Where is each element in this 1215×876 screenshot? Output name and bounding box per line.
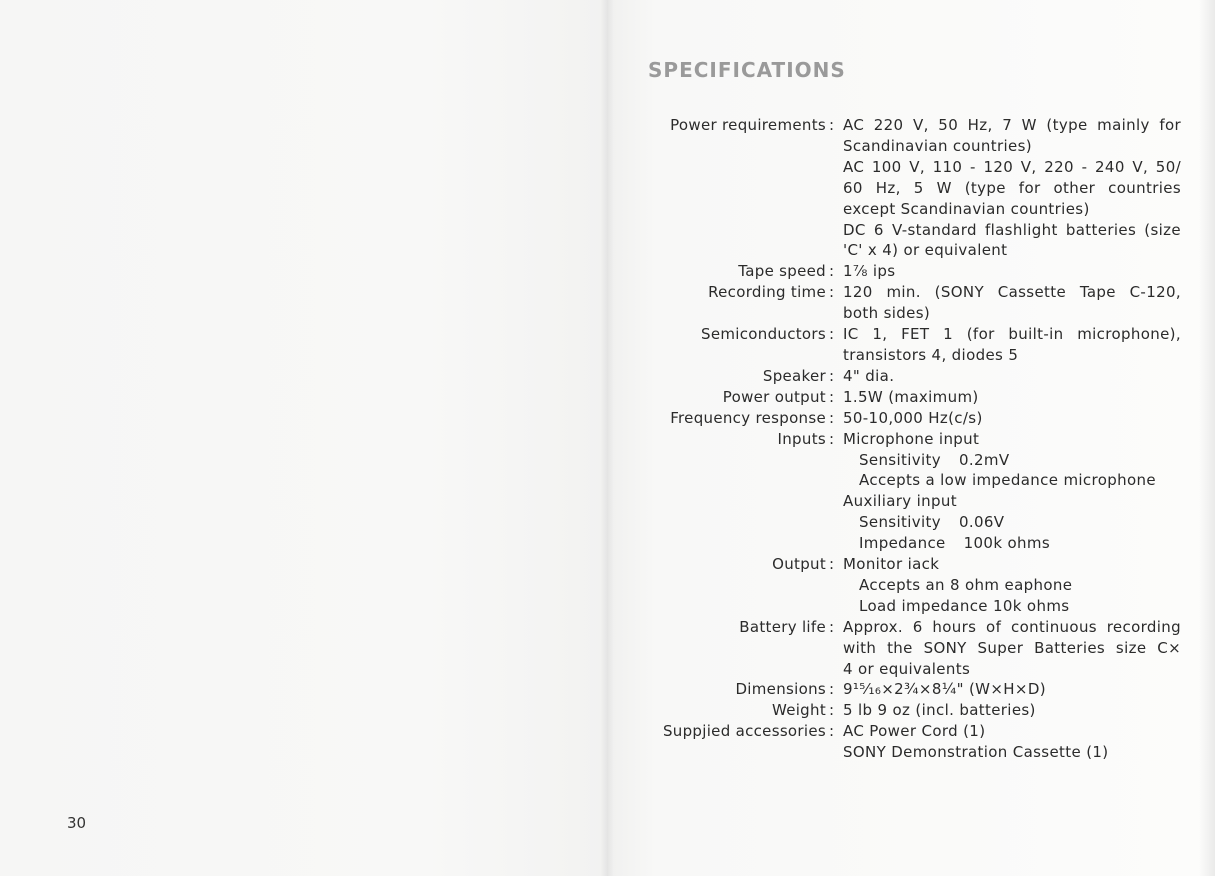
spec-row xyxy=(640,387,1181,408)
spec-value-line xyxy=(843,659,1181,680)
spec-value-line xyxy=(843,721,1181,742)
spec-value-text: with the SONY Super Batteries size C× xyxy=(843,638,1181,657)
spec-colon: : xyxy=(829,429,835,448)
spec-row xyxy=(640,324,1181,366)
spec-value-text: AC 100 V, 110 - 120 V, 220 - 240 V, 50/ xyxy=(843,157,1181,176)
spec-colon: : xyxy=(829,262,835,281)
spec-row xyxy=(640,282,1181,324)
spec-value-line xyxy=(843,324,1181,345)
spec-value-text: Accepts a low impedance microphone xyxy=(859,471,1156,490)
spec-value-text: 1⅞ ips xyxy=(843,262,896,281)
spec-value-amount: 100k ohms xyxy=(963,534,1050,553)
spec-value-text: both sides) xyxy=(843,304,931,323)
spec-row xyxy=(640,679,1181,700)
spec-value xyxy=(843,554,1181,617)
spec-row xyxy=(640,429,1181,554)
spec-value xyxy=(843,115,1181,261)
spec-value xyxy=(843,387,1181,408)
spec-value-line xyxy=(843,345,1181,366)
spec-colon: : xyxy=(829,408,835,427)
spec-label: Tape speed xyxy=(738,262,826,281)
spec-value-text: SONY Demonstration Cassette (1) xyxy=(843,743,1109,762)
spec-value-text: 60 Hz, 5 W (type for other countries xyxy=(843,178,1181,197)
spec-value xyxy=(843,261,1181,282)
spec-colon: : xyxy=(829,116,835,134)
spec-value-amount: 0.06V xyxy=(958,513,1005,532)
spec-value-text: Microphone input xyxy=(843,429,980,448)
spec-colon: : xyxy=(829,722,835,741)
spec-value-text: Accepts an 8 ohm eaphone xyxy=(859,575,1073,594)
spec-value-line xyxy=(843,700,1181,721)
spec-label: Battery life xyxy=(739,617,826,636)
spec-row xyxy=(640,721,1181,763)
spec-value-text: 5 lb 9 oz (incl. batteries) xyxy=(843,701,1036,720)
spec-value-text: transistors 4, diodes 5 xyxy=(843,345,1019,364)
spec-value-text: 4" dia. xyxy=(843,366,895,385)
spec-label: Weight xyxy=(771,701,826,720)
spec-label: Power requirements xyxy=(670,116,826,134)
spec-value-text: Sensitivity xyxy=(859,450,941,469)
spec-value-line xyxy=(843,512,1181,533)
spec-value xyxy=(843,324,1181,366)
page-edge-shadow xyxy=(1199,0,1215,876)
spec-value-text: IC 1, FET 1 (for built-in microphone), xyxy=(843,325,1181,344)
spec-value-line xyxy=(843,742,1181,763)
spec-colon: : xyxy=(829,701,835,720)
spec-colon: : xyxy=(829,617,835,636)
spec-value-line xyxy=(843,366,1181,387)
spec-label: Semiconductors xyxy=(701,325,826,344)
page-number: 30 xyxy=(67,814,87,832)
left-page xyxy=(0,0,607,876)
spec-label: Power output xyxy=(722,387,826,406)
spec-value-line xyxy=(843,679,1181,700)
spec-label: Dimensions xyxy=(735,680,826,699)
specifications-table xyxy=(640,115,1181,763)
spec-colon: : xyxy=(829,325,835,344)
spec-label: Output xyxy=(772,555,826,574)
spec-label: Inputs xyxy=(777,429,826,448)
spec-value xyxy=(843,679,1181,700)
spec-value xyxy=(843,366,1181,387)
page-title: SPECIFICATIONS xyxy=(648,58,846,82)
spec-label: Frequency response xyxy=(670,408,826,427)
spec-row xyxy=(640,700,1181,721)
spec-value-line xyxy=(843,136,1181,157)
spec-value-line xyxy=(843,387,1181,408)
spec-row xyxy=(640,408,1181,429)
spec-label: Speaker xyxy=(762,366,826,385)
spec-value-line xyxy=(843,429,1181,450)
spec-value-line xyxy=(843,470,1181,491)
spec-label: Suppjied accessories xyxy=(662,722,826,741)
spec-colon: : xyxy=(829,283,835,302)
spec-value-line xyxy=(843,199,1181,220)
spec-value-line xyxy=(843,282,1181,303)
spec-value-line xyxy=(843,220,1181,241)
spec-label: Recording time xyxy=(708,283,826,302)
spec-row xyxy=(640,261,1181,282)
spec-value-line xyxy=(843,554,1181,575)
spec-value-line xyxy=(843,638,1181,659)
spec-value-text: Sensitivity xyxy=(859,513,941,532)
spec-colon: : xyxy=(829,680,835,699)
spec-value-text: Impedance xyxy=(859,534,946,553)
spec-value-line xyxy=(843,178,1181,199)
spec-value xyxy=(843,429,1181,554)
spec-value-line xyxy=(843,450,1181,471)
spec-value-text: AC Power Cord (1) xyxy=(843,722,986,741)
spec-value-text: 1.5W (maximum) xyxy=(843,387,979,406)
spec-value-text: Monitor iack xyxy=(843,555,940,574)
spec-row xyxy=(640,115,1181,261)
spec-value-text: Load impedance 10k ohms xyxy=(859,596,1070,615)
spec-value-line xyxy=(843,240,1181,261)
spec-value-text: 'C' x 4) or equivalent xyxy=(843,241,1008,260)
spec-row xyxy=(640,554,1181,617)
spec-value-text: except Scandinavian countries) xyxy=(843,199,1090,218)
spec-value-text: 4 or equivalents xyxy=(843,659,971,678)
spec-row xyxy=(640,617,1181,680)
page-gutter xyxy=(600,0,614,876)
spec-value-line xyxy=(843,115,1181,136)
spec-value-amount: 0.2mV xyxy=(958,450,1010,469)
spec-value-text: Auxiliary input xyxy=(843,492,957,511)
spec-value-line xyxy=(843,157,1181,178)
spec-value-line xyxy=(843,617,1181,638)
spec-value-line xyxy=(843,303,1181,324)
spec-value-line xyxy=(843,491,1181,512)
spec-value-text: 120 min. (SONY Cassette Tape C-120, xyxy=(843,283,1181,302)
spec-value xyxy=(843,408,1181,429)
spec-value-text: 9¹⁵⁄₁₆×2¾×8¼" (W×H×D) xyxy=(843,680,1046,699)
spec-value-line xyxy=(843,408,1181,429)
spec-value-line xyxy=(843,575,1181,596)
spec-value xyxy=(843,700,1181,721)
spec-value xyxy=(843,721,1181,763)
spec-value-text: 50-10,000 Hz(c/s) xyxy=(843,408,983,427)
spec-value-line xyxy=(843,533,1181,554)
spec-colon: : xyxy=(829,387,835,406)
spec-colon: : xyxy=(829,555,835,574)
spec-value-line xyxy=(843,261,1181,282)
spec-colon: : xyxy=(829,366,835,385)
spec-value xyxy=(843,617,1181,680)
spec-value-text: Approx. 6 hours of continuous recording xyxy=(843,617,1181,636)
spec-value xyxy=(843,282,1181,324)
spec-value-text: AC 220 V, 50 Hz, 7 W (type mainly for xyxy=(843,116,1181,134)
spec-value-text: DC 6 V-standard flashlight batteries (size xyxy=(843,220,1181,239)
spec-value-text: Scandinavian countries) xyxy=(843,136,1032,155)
spec-row xyxy=(640,366,1181,387)
spec-value-line xyxy=(843,596,1181,617)
